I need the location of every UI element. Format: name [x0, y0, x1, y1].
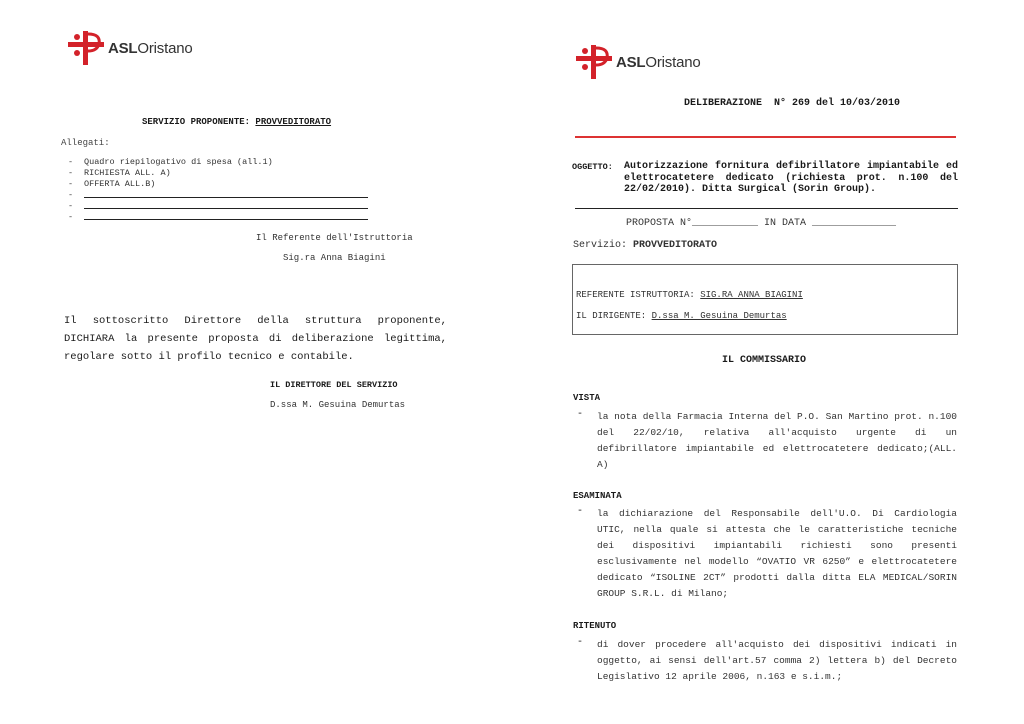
referente-istruttoria: REFERENTE ISTRUTTORIA: SIG.RA ANNA BIAGINI	[576, 290, 803, 300]
oggetto-label: OGGETTO:	[572, 162, 613, 172]
esaminata-heading: ESAMINATA	[573, 491, 622, 501]
dichiara-paragraph: Il sottoscritto Direttore della struttura proponente, DICHIARA la presente proposta di deliberazione legittima, regolare sotto il profilo tecnico e contabile.	[64, 315, 447, 363]
blank-line: -	[68, 212, 378, 223]
vista-heading: VISTA	[573, 393, 601, 403]
vista-text: la nota della Farmacia Interna del P.O. San Martino prot. n.100 del 22/02/10, relativa all'acquisto urgente di un defibrillatore impiantabile ed elettrocatetere dedicato;(ALL. A)	[597, 411, 957, 470]
asl-logo-right	[576, 45, 701, 79]
allegati-label: Allegati:	[61, 138, 110, 148]
referente-box	[572, 264, 958, 335]
proposta-line: PROPOSTA N°___________ IN DATA ______________	[626, 218, 897, 229]
oggetto-text: Autorizzazione fornitura defibrillatore impiantabile ed elettrocatetere dedicato (richiesta prot. n.100 del 22/02/2010). Ditta Surgical (Sorin Group).	[624, 161, 958, 195]
deliberazione-header: DELIBERAZIONE N° 269 del 10/03/2010	[684, 98, 901, 109]
asl-logo-left	[68, 31, 193, 65]
ritenuto-text: di dover procedere all'acquisto dei dispositivi indicati in oggetto, ai sensi dell'art.57 comma 2) lettera b) del Decreto Legislativo 12 aprile 2006, n.163 e s.i.m.;	[597, 639, 957, 682]
ritenuto-item: - di dover procedere all'acquisto dei dispositivi indicati in oggetto, ai sensi dell'art.57 comma 2) lettera b) del Decreto Legislativo 12 aprile 2006, n.163 e s.i.m.;	[577, 637, 957, 685]
brand-name: ASLOristano	[616, 53, 701, 71]
servizio-proponente: SERVIZIO PROPONENTE: PROVVEDITORATO	[142, 117, 332, 127]
referente-name: Sig.ra Anna Biagini	[283, 253, 386, 263]
black-divider	[575, 208, 958, 209]
direttore-name: D.ssa M. Gesuina Demurtas	[270, 400, 406, 410]
asl-cross-icon	[576, 45, 612, 79]
direttore-label: IL DIRETTORE DEL SERVIZIO	[270, 380, 398, 390]
list-item: - Quadro riepilogativo di spesa (all.1)	[68, 157, 273, 167]
asl-cross-icon	[68, 31, 104, 65]
ritenuto-heading: RITENUTO	[573, 621, 617, 631]
list-item: - RICHIESTA ALL. A)	[68, 168, 171, 178]
blank-line: -	[68, 201, 378, 212]
commissario-title: IL COMMISSARIO	[722, 355, 807, 366]
brand-name: ASLOristano	[108, 39, 193, 57]
blank-line: -	[68, 190, 378, 201]
servizio-line: Servizio: PROVVEDITORATO	[573, 240, 718, 251]
allegati-list	[68, 157, 378, 223]
red-divider	[575, 136, 956, 138]
esaminata-item: - la dichiarazione del Responsabile dell'U.O. Di Cardiologia UTIC, nella quale si attesta che le caratteristiche tecniche dei dispositivi impiantabili richiesti sono presenti esclusivamente nel modello “OVATIO VR 6250” e elettrocatetere dedicato “ISOLINE 2CT” prodotti dalla ditta ELA MEDICAL/SORIN GROUP S.R.L. di Milano;	[577, 506, 957, 602]
vista-item: - la nota della Farmacia Interna del P.O. San Martino prot. n.100 del 22/02/10, relativa all'acquisto urgente di un defibrillatore impiantabile ed elettrocatetere dedicato;(ALL. A)	[577, 409, 957, 473]
referente-label: Il Referente dell'Istruttoria	[256, 233, 413, 243]
esaminata-text: la dichiarazione del Responsabile dell'U.O. Di Cardiologia UTIC, nella quale si attesta che le caratteristiche tecniche dei dispositivi impiantabili richiesti sono presenti esclusivamente nel modello “OVATIO VR 6250” e elettrocatetere dedicato “ISOLINE 2CT” prodotti dalla ditta ELA MEDICAL/SORIN GROUP S.R.L. di Milano;	[597, 508, 957, 599]
dirigente-line: IL DIRIGENTE: D.ssa M. Gesuina Demurtas	[576, 311, 787, 321]
list-item: - OFFERTA ALL.B)	[68, 179, 156, 189]
oggetto-block	[572, 161, 958, 196]
